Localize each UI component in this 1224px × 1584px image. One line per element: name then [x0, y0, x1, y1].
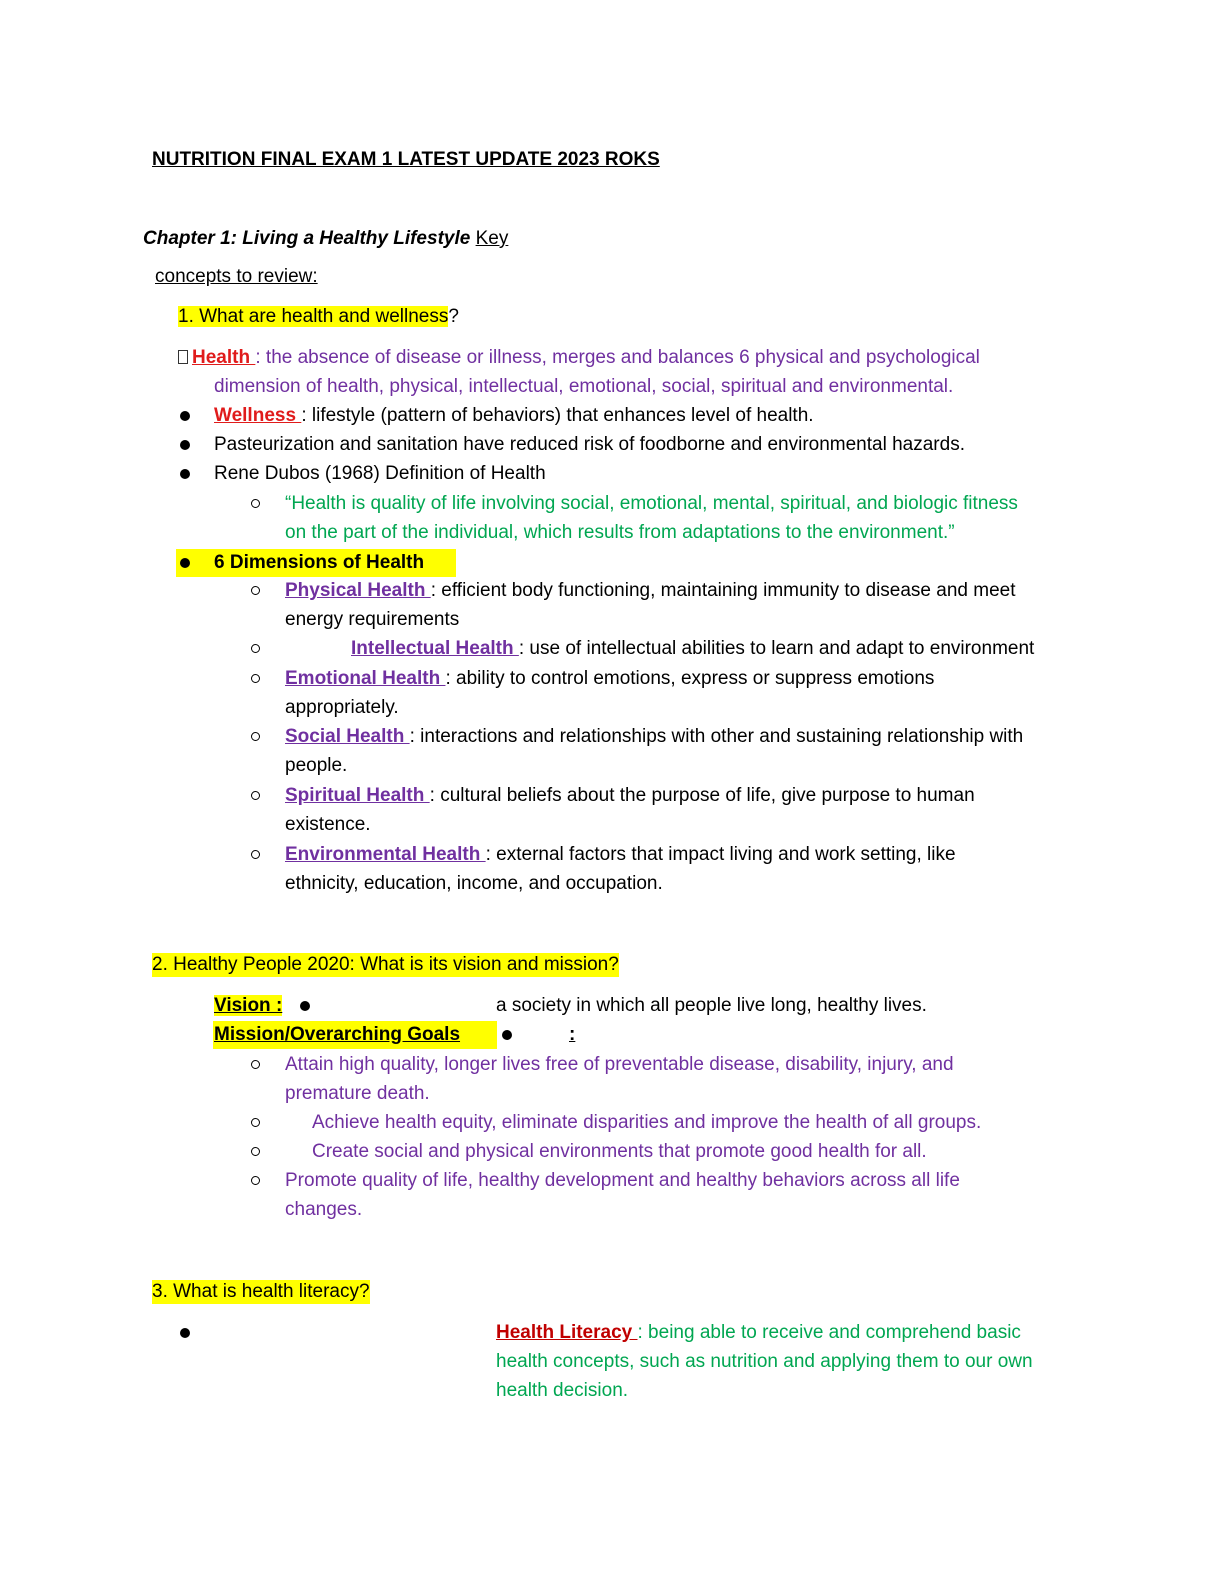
missing-glyph-icon [178, 350, 188, 364]
dimensions-heading: 6 Dimensions of Health [214, 552, 425, 573]
chapter-title: Chapter 1: Living a Healthy Lifestyle [143, 228, 471, 249]
dimension-spiritual-term: Spiritual Health [285, 785, 430, 806]
wellness-definition [214, 404, 814, 428]
mission-label: Mission/Overarching Goals [214, 1024, 461, 1045]
question-1-mark: ? [448, 306, 459, 327]
chapter-key: Key [475, 228, 509, 249]
goal-2: Achieve health equity, eliminate disparities and improve the health of all groups. [312, 1112, 982, 1133]
dimension-physical [285, 579, 1016, 603]
health-definition [178, 346, 980, 370]
dimension-environmental [285, 843, 956, 867]
question-2: 2. Healthy People 2020: What is its vision and mission? [152, 954, 619, 975]
circle-bullet-icon [251, 1147, 260, 1156]
circle-bullet-icon [251, 850, 260, 859]
dubos-quote-line-2: on the part of the individual, which results from adaptations to the environment.” [285, 522, 955, 543]
question-3: 3. What is health literacy? [152, 1281, 370, 1302]
pasteurization-text: Pasteurization and sanitation have reduced risk of foodborne and environmental hazards. [214, 434, 965, 455]
bullet-icon [180, 1328, 190, 1338]
dimension-physical-def-2: energy requirements [285, 609, 460, 630]
dimension-spiritual-def-2: existence. [285, 814, 371, 835]
dimension-emotional-term: Emotional Health [285, 668, 446, 689]
wellness-def: : lifestyle (pattern of behaviors) that enhances level of health. [301, 405, 814, 426]
dimension-emotional-def: : ability to control emotions, express or suppress emotions [445, 668, 935, 689]
vision-label: Vision : [214, 995, 283, 1016]
dimension-social-term: Social Health [285, 726, 410, 747]
document-title: NUTRITION FINAL EXAM 1 LATEST UPDATE 2023 ROKS [152, 149, 660, 170]
wellness-term: Wellness [214, 405, 302, 426]
circle-bullet-icon [251, 674, 260, 683]
dimension-emotional [285, 667, 934, 691]
health-def-line-1: : the absence of disease or illness, merges and balances 6 physical and psychological [255, 347, 980, 368]
bullet-icon [502, 1030, 512, 1040]
circle-bullet-icon [251, 732, 260, 741]
chapter-concepts: concepts to review: [155, 266, 318, 287]
bullet-icon [180, 411, 190, 421]
goal-4-line-1: Promote quality of life, healthy development and healthy behaviors across all life [285, 1170, 960, 1191]
dimension-intellectual-term: Intellectual Health [351, 638, 519, 659]
vision-row [214, 994, 282, 1018]
question-1 [178, 305, 459, 329]
dimension-intellectual-def: : use of intellectual abilities to learn and adapt to environment [518, 638, 1035, 659]
dubos-quote-line-1: “Health is quality of life involving social, emotional, mental, spiritual, and biologic fitness [285, 493, 1018, 514]
dimension-environmental-term: Environmental Health [285, 844, 486, 865]
circle-bullet-icon [251, 1118, 260, 1127]
health-literacy-term: Health Literacy [496, 1322, 638, 1343]
dimension-physical-def: : efficient body functioning, maintaining immunity to disease and meet [430, 580, 1016, 601]
goal-1-line-1: Attain high quality, longer lives free of preventable disease, disability, injury, and [285, 1054, 954, 1075]
goal-3: Create social and physical environments that promote good health for all. [312, 1141, 927, 1162]
dimension-spiritual-def: : cultural beliefs about the purpose of life, give purpose to human [429, 785, 975, 806]
dimension-social [285, 725, 1023, 749]
circle-bullet-icon [251, 791, 260, 800]
health-literacy-def-3: health decision. [496, 1380, 629, 1401]
bullet-icon [300, 1001, 310, 1011]
dubos-text: Rene Dubos (1968) Definition of Health [214, 463, 546, 484]
circle-bullet-icon [251, 1176, 260, 1185]
dimension-social-def: : interactions and relationships with other and sustaining relationship with [409, 726, 1024, 747]
health-literacy-def-2: health concepts, such as nutrition and applying them to our own [496, 1351, 1033, 1372]
chapter-heading [143, 227, 508, 251]
circle-bullet-icon [251, 1060, 260, 1069]
health-def-line-2: dimension of health, physical, intellectual, emotional, social, spiritual and environmental. [214, 376, 954, 397]
dimension-physical-term: Physical Health [285, 580, 431, 601]
bullet-icon [180, 440, 190, 450]
health-term: Health [192, 347, 256, 368]
vision-text: a society in which all people live long, healthy lives. [496, 995, 927, 1016]
dimension-environmental-def-2: ethnicity, education, income, and occupation. [285, 873, 663, 894]
health-literacy-definition [496, 1321, 1021, 1345]
dimension-environmental-def: : external factors that impact living and work setting, like [485, 844, 956, 865]
dimension-intellectual [351, 637, 1034, 661]
dimension-social-def-2: people. [285, 755, 348, 776]
circle-bullet-icon [251, 586, 260, 595]
bullet-icon [180, 558, 190, 568]
health-literacy-def-1: : being able to receive and comprehend basic [637, 1322, 1021, 1343]
dimension-emotional-def-2: appropriately. [285, 697, 399, 718]
circle-bullet-icon [251, 644, 260, 653]
bullet-icon [180, 469, 190, 479]
mission-colon: : [569, 1024, 576, 1045]
circle-bullet-icon [251, 499, 260, 508]
goal-4-line-2: changes. [285, 1199, 363, 1220]
dimension-spiritual [285, 784, 975, 808]
goal-1-line-2: premature death. [285, 1083, 430, 1104]
question-1-highlight: 1. What are health and wellness [178, 306, 449, 327]
